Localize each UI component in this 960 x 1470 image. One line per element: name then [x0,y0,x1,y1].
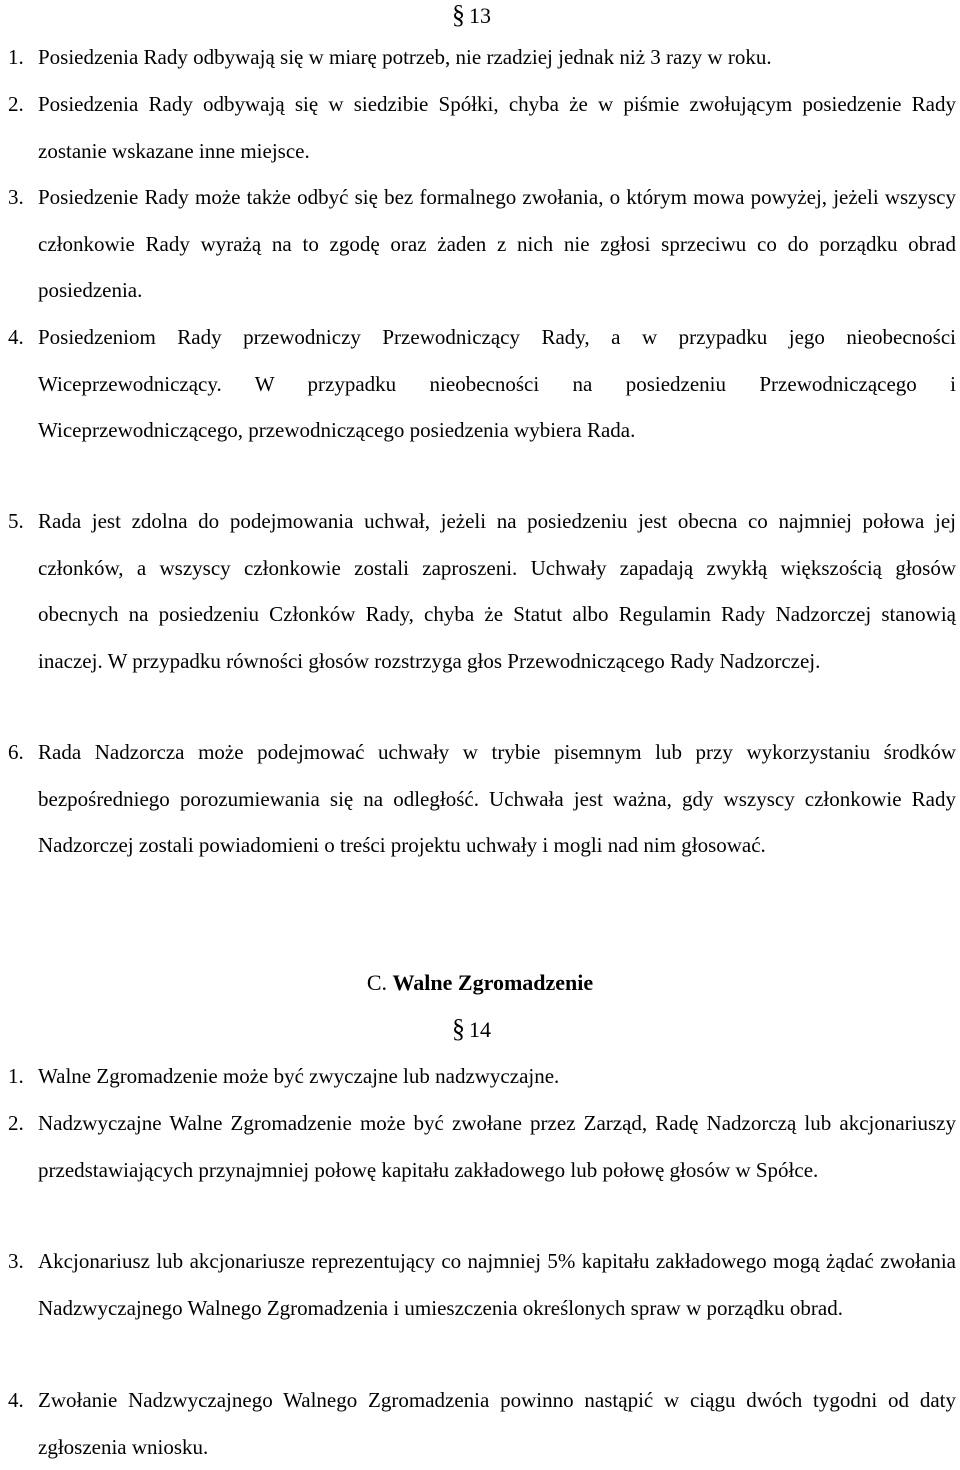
chapter-title: Walne Zgromadzenie [392,970,594,995]
item-number: 4. [8,1388,24,1412]
item-text: Posiedzenie Rady może także odbyć się bez formalnego zwołania, o którym mowa powyżej, jeżeli wszyscy członkowie Rady wyrażą na to zgodę oraz żaden z nich nie zgłosi sprzeciwu co do porządku obrad posiedzenia. [38,185,956,302]
list-item [0,314,960,454]
item-number: 5. [8,509,24,533]
section-13-heading [452,2,491,28]
item-number: 3. [8,1249,24,1273]
item-text: Nadzwyczajne Walne Zgromadzenie może być zwołane przez Zarząd, Radę Nadzorczą lub akcjonariuszy przedstawiających przynajmniej połowę kapitału zakładowego lub połowę głosów w Spółce. [38,1111,956,1182]
list-item [0,174,960,314]
list-item [0,729,960,869]
item-number: 1. [8,1064,24,1088]
list-item [0,1377,960,1470]
list-item [0,1100,960,1193]
item-text: Zwołanie Nadzwyczajnego Walnego Zgromadzenia powinno nastąpić w ciągu dwóch tygodni od daty zgłoszenia wniosku. [38,1388,956,1459]
list-item [0,498,960,684]
item-text: Posiedzeniom Rady przewodniczy Przewodniczący Rady, a w przypadku jego nieobecności Wiceprzewodniczący. W przypadku nieobecności na posiedzeniu Przewodniczącego i Wiceprzewodniczącego, przewodniczącego posiedzenia wybiera Rada. [38,325,956,442]
list-item [0,1238,960,1331]
item-text: Posiedzenia Rady odbywają się w miarę potrzeb, nie rzadziej jednak niż 3 razy w roku. [38,45,772,69]
section-number: 14 [469,1017,491,1042]
item-number: 1. [8,45,24,69]
section-number: 13 [469,3,491,28]
section-symbol: § [452,1014,465,1043]
section-14-heading [452,1016,491,1042]
section-symbol: § [452,0,465,29]
item-text: Rada Nadzorcza może podejmować uchwały w trybie pisemnym lub przy wykorzystaniu środków bezpośredniego porozumiewania się na odległość. Uchwała jest ważna, gdy wszyscy członkowie Rady Nadzorczej zostali powiadomieni o treści projektu uchwały i mogli nad nim głosować. [38,740,956,857]
item-number: 4. [8,325,24,349]
list-item [0,1053,960,1100]
item-text: Rada jest zdolna do podejmowania uchwał, jeżeli na posiedzeniu jest obecna co najmniej połowa jej członków, a wszyscy członkowie zostali zaproszeni. Uchwały zapadają zwykłą większością głosów obecnych na posiedzeniu Członków Rady, chyba że Statut albo Regulamin Rady Nadzorczej stanowią inaczej. W przypadku równości głosów rozstrzyga głos Przewodniczącego Rady Nadzorczej. [38,509,956,673]
item-text: Akcjonariusz lub akcjonariusze reprezentujący co najmniej 5% kapitału zakładowego mogą żądać zwołania Nadzwyczajnego Walnego Zgromadzenia i umieszczenia określonych spraw w porządku obrad. [38,1249,956,1320]
item-number: 3. [8,185,24,209]
item-number: 2. [8,92,24,116]
chapter-letter: C. [366,970,388,995]
item-number: 6. [8,740,24,764]
list-item [0,34,960,81]
item-text: Walne Zgromadzenie może być zwyczajne lub nadzwyczajne. [38,1064,560,1088]
item-number: 2. [8,1111,24,1135]
item-text: Posiedzenia Rady odbywają się w siedzibie Spółki, chyba że w piśmie zwołującym posiedzenie Rady zostanie wskazane inne miejsce. [38,92,956,163]
chapter-heading [0,968,960,998]
list-item [0,81,960,174]
